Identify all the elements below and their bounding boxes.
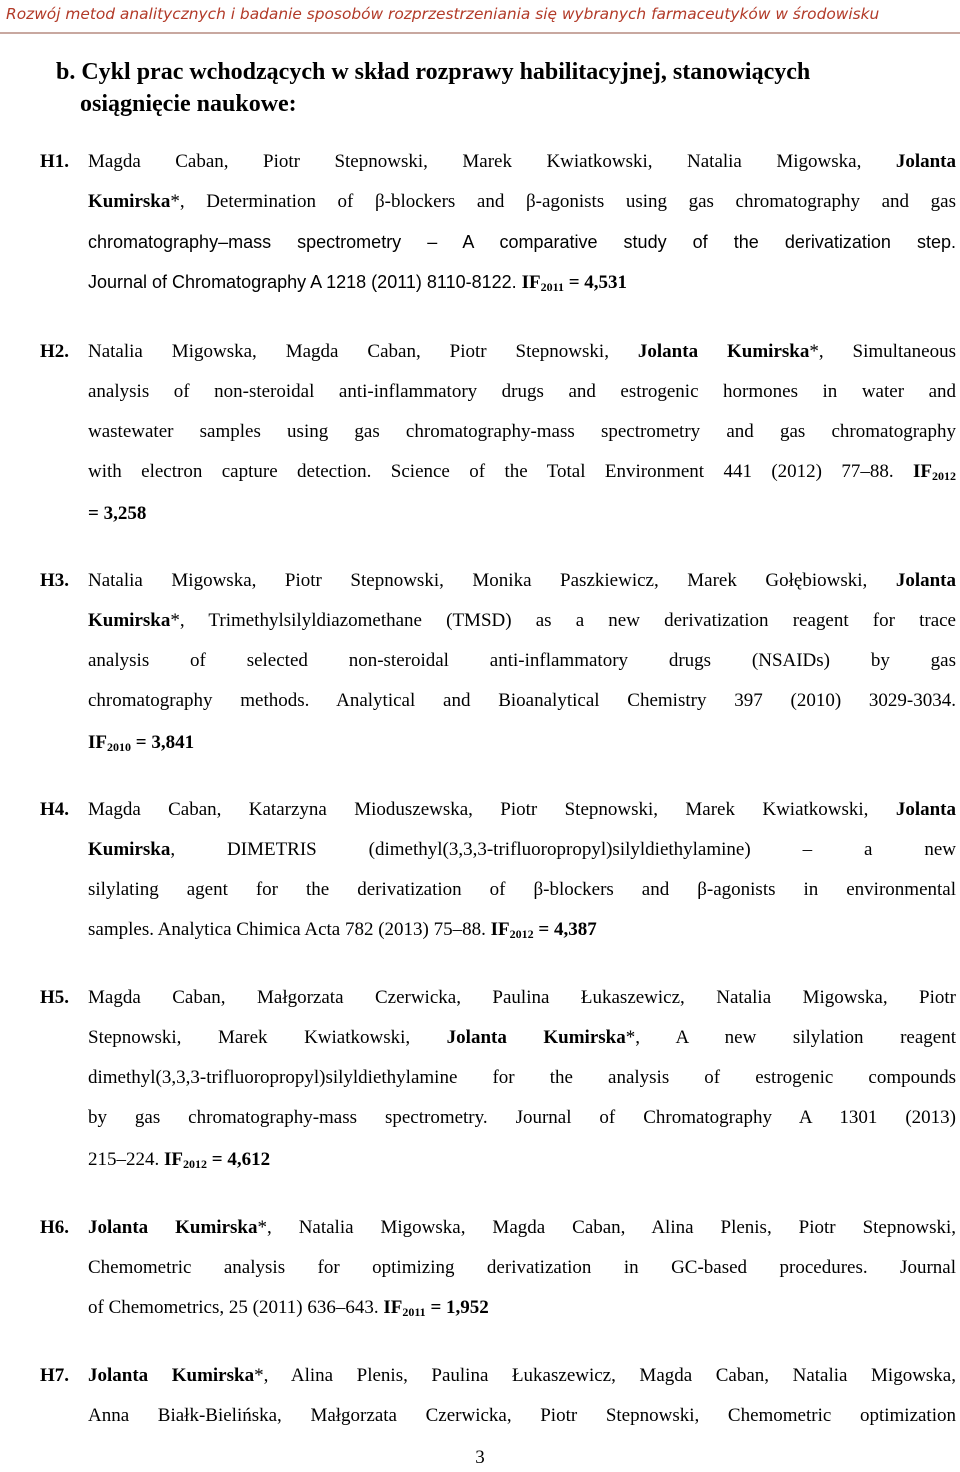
entry-line: Anna Białk-Bielińska, Małgorzata Czerwicka, Piotr Stepnowski, Chemometric optimization: [88, 1405, 956, 1426]
impact-factor-label: IF: [913, 461, 932, 482]
entry-line: [88, 1018, 956, 1058]
entry-line: by gas chromatography-mass spectrometry. Journal of Chromatography A 1301 (2013): [88, 1107, 956, 1128]
entry-line: [88, 262, 956, 302]
title-text: *, Determination of β-blockers and β-agonists using gas chromatography and gas: [170, 191, 956, 212]
impact-factor-value: = 1,952: [425, 1297, 489, 1318]
impact-factor-label: IF: [383, 1297, 403, 1318]
author-highlight: Jolanta: [895, 570, 956, 591]
entry-number: H6.: [40, 1217, 70, 1238]
author-highlight: Jolanta Kumirska: [637, 341, 810, 362]
entry-line: analysis of selected non-steroidal anti-inflammatory drugs (NSAIDs) by gas: [88, 650, 956, 671]
entry-line: [88, 1356, 956, 1396]
journal-text: with electron capture detection. Science of the Total Environment 441 (2012) 77–88.: [88, 461, 913, 482]
impact-factor-label: IF: [164, 1149, 183, 1170]
impact-factor-label: IF: [521, 272, 541, 293]
entry-number: H1.: [40, 151, 70, 172]
entry-line: Magda Caban, Małgorzata Czerwicka, Paulina Łukaszewicz, Natalia Migowska, Piotr: [88, 987, 956, 1008]
entry-number: H4.: [40, 799, 70, 820]
entry-line: [88, 142, 956, 182]
title-text: *, A new silylation reagent: [625, 1027, 956, 1048]
impact-factor-value: = 3,258: [88, 503, 147, 524]
author-highlight: Jolanta Kumirska: [446, 1027, 626, 1048]
entry-number: H5.: [40, 987, 70, 1008]
impact-factor-year: 2010: [107, 740, 131, 754]
authors-text: Natalia Migowska, Piotr Stepnowski, Monika Paszkiewicz, Marek Gołębiowski,: [88, 570, 896, 591]
impact-factor-label: IF: [88, 732, 107, 753]
entry-line: [88, 332, 956, 372]
authors-text: *, Alina Plenis, Paulina Łukaszewicz, Magda Caban, Natalia Migowska,: [254, 1365, 956, 1386]
entry-line: [88, 561, 956, 601]
title-text: *, Trimethylsilyldiazomethane (TMSD) as a new derivatization reagent for trace: [170, 610, 956, 631]
entry-line: [88, 790, 956, 830]
author-highlight: Jolanta: [895, 799, 956, 820]
authors-text: *, Natalia Migowska, Magda Caban, Alina Plenis, Piotr Stepnowski,: [257, 1217, 956, 1238]
entry-line: dimethyl(3,3,3-trifluoropropyl)silyldiethylamine for the analysis of estrogenic compounds: [88, 1067, 956, 1088]
impact-factor-value: = 4,387: [533, 919, 597, 940]
pages-text: 215–224.: [88, 1149, 164, 1170]
entry-number: H2.: [40, 341, 70, 362]
impact-factor-value: = 4,531: [563, 272, 628, 293]
entry-line: Chemometric analysis for optimizing derivatization in GC-based procedures. Journal: [88, 1257, 956, 1278]
impact-factor-value: = 3,841: [131, 732, 195, 753]
impact-factor-year: 2011: [402, 1305, 426, 1319]
entry-line: [88, 910, 956, 950]
entry-line: [88, 830, 956, 870]
title-text: *, Simultaneous: [809, 341, 956, 362]
author-highlight: Jolanta Kumirska: [88, 1217, 258, 1238]
impact-factor-year: 2012: [183, 1157, 207, 1171]
author-highlight: Kumirska: [88, 610, 171, 631]
author-highlight: Jolanta Kumirska: [88, 1365, 255, 1386]
journal-text: of Chemometrics, 25 (2011) 636–643.: [88, 1297, 384, 1318]
impact-factor-label: IF: [490, 919, 510, 940]
entry-line: [88, 601, 956, 641]
entry-line: [88, 1140, 956, 1180]
entry-line: chromatography methods. Analytical and Bioanalytical Chemistry 397 (2010) 3029-3034.: [88, 690, 956, 711]
entry-number: H7.: [40, 1365, 70, 1386]
entry-number: H3.: [40, 570, 70, 591]
author-highlight: Kumirska: [88, 191, 171, 212]
authors-text: Stepnowski, Marek Kwiatkowski,: [88, 1027, 447, 1048]
journal-text: samples. Analytica Chimica Acta 782 (2013) 75–88.: [88, 919, 491, 940]
impact-factor-year: 2011: [540, 280, 564, 294]
section-title-line: osiągnięcie naukowe:: [80, 91, 297, 117]
impact-factor-value: = 4,612: [207, 1149, 271, 1170]
authors-text: Magda Caban, Katarzyna Mioduszewska, Piotr Stepnowski, Marek Kwiatkowski,: [88, 799, 896, 820]
entry-line: [88, 452, 956, 492]
page-number: 3: [475, 1447, 485, 1468]
entry-line: [88, 182, 956, 222]
entry-line: analysis of non-steroidal anti-inflammatory drugs and estrogenic hormones in water and: [88, 381, 956, 402]
entry-line: [88, 723, 956, 763]
authors-text: Natalia Migowska, Magda Caban, Piotr Stepnowski,: [88, 341, 638, 362]
entry-line: silylating agent for the derivatization of β-blockers and β-agonists in environmental: [88, 879, 956, 900]
impact-factor-year: 2012: [932, 469, 956, 483]
entry-line: [88, 1208, 956, 1248]
entry-line: chromatography–mass spectrometry – A comparative study of the derivatization step.: [88, 232, 956, 252]
section-title: [56, 56, 956, 120]
running-header: Rozwój metod analitycznych i badanie sposobów rozprzestrzeniania się wybranych farmaceutyków w środowisku: [0, 0, 960, 34]
author-highlight: Kumirska: [88, 839, 171, 860]
section-title-line: b. Cykl prac wchodzących w skład rozprawy habilitacyjnej, stanowiących: [56, 59, 811, 85]
title-text: , DIMETRIS (dimethyl(3,3,3-trifluoropropyl)silyldiethylamine) – a new: [170, 839, 956, 860]
entry-line: wastewater samples using gas chromatography-mass spectrometry and gas chromatography: [88, 421, 956, 442]
authors-text: Magda Caban, Piotr Stepnowski, Marek Kwiatkowski, Natalia Migowska,: [88, 151, 896, 172]
journal-text: Journal of Chromatography A 1218 (2011) 8110-8122.: [88, 272, 522, 292]
author-highlight: Jolanta: [895, 151, 956, 172]
impact-factor-year: 2012: [509, 927, 534, 941]
entry-line: [88, 1288, 956, 1328]
